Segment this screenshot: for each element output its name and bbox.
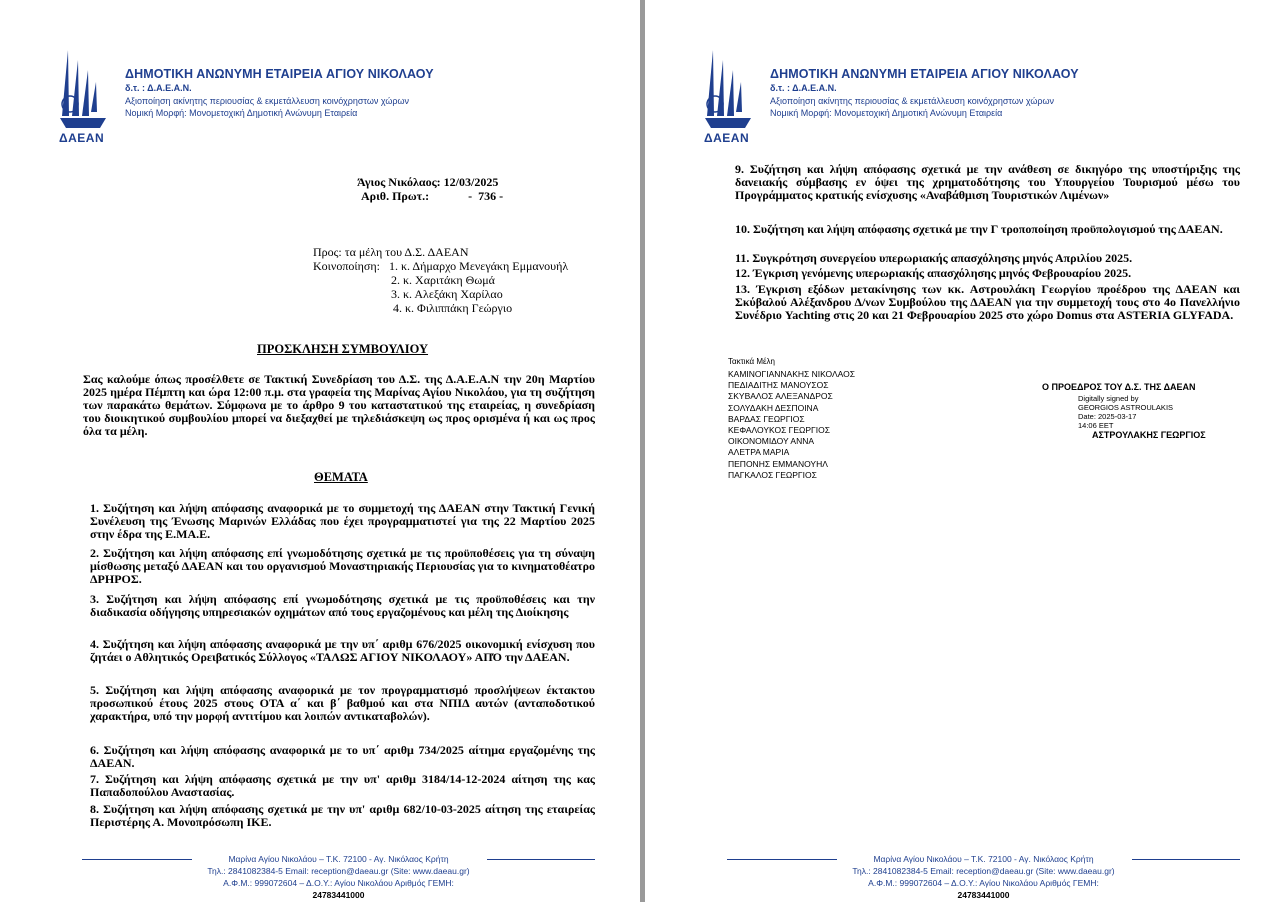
daean-logo xyxy=(701,46,757,146)
org-line2: Νομική Μορφή: Μονομετοχική Δημοτική Ανώνυμη Εταιρεία xyxy=(770,108,1003,118)
org-name: ΔΗΜΟΤΙΚΗ ΑΝΩΝΥΜΗ ΕΤΑΙΡΕΙΑ ΑΓΙΟΥ ΝΙΚΟΛΑΟΥ xyxy=(125,67,434,81)
signature-line: Date: 2025-03-17 xyxy=(1078,412,1137,421)
footer-rule-right xyxy=(487,859,595,860)
member-name: ΠΕΔΙΑΔΙΤΗΣ ΜΑΝΟΥΣΟΣ xyxy=(728,380,829,391)
topic-item: 2. Συζήτηση και λήψη απόφασης επί γνωμοδότησης σχετικά με τις προϋποθέσεις για τη σύναψη μίσθωσης μεταξύ ΔΑΕΑΝ και του οργανισμού Μοναστηριακής Περιουσίας για το κινηματοθέατρο ΔΡΗΡΟΣ. xyxy=(90,546,595,586)
topic-item: 6. Συζήτηση και λήψη απόφασης αναφορικά με το υπ΄ αριθμ 734/2025 αίτημα εργαζομένης της ΔΑΕΑΝ. xyxy=(90,743,595,770)
footer-line2: Τηλ.: 2841082384-5 Email: reception@daeau.gr (Site: www.daeau.gr) xyxy=(207,866,470,876)
member-name: ΑΛΕΤΡΑ ΜΑΡΙΑ xyxy=(728,447,790,458)
page-footer xyxy=(82,853,595,901)
footer-gemi: 24783441000 xyxy=(312,890,365,900)
org-line2: Νομική Μορφή: Μονομετοχική Δημοτική Ανώνυμη Εταιρεία xyxy=(125,108,358,118)
member-name: ΟΙΚΟΝΟΜΙΔΟΥ ΑΝΝΑ xyxy=(728,436,815,447)
topic-item: 10. Συζήτηση και λήψη απόφασης σχετικά με την Γ τροποποίηση προϋπολογισμού της ΔΑΕΑΝ. xyxy=(735,222,1223,236)
footer-line2: Τηλ.: 2841082384-5 Email: reception@daeau.gr (Site: www.daeau.gr) xyxy=(852,866,1115,876)
president-name: ΑΣΤΡΟΥΛΑΚΗΣ ΓΕΩΡΓΙΟΣ xyxy=(1092,430,1206,440)
logo-text: ΔΑΕΑΝ xyxy=(704,131,750,145)
footer-line1: Μαρίνα Αγίου Νικολάου – Τ.Κ. 72100 - Αγ. Νικόλαος Κρήτη xyxy=(228,854,449,864)
topic-item: 8. Συζήτηση και λήψη απόφασης σχετικά με την υπ' αριθμ 682/10-03-2025 αίτηση της εταιρείας Περιστέρης Α. Μονοπρόσωπη ΙΚΕ. xyxy=(90,802,595,829)
daean-logo xyxy=(56,46,112,146)
members-label: Τακτικά Μέλη xyxy=(728,357,775,366)
signature-line: GEORGIOS ASTROULAKIS xyxy=(1078,403,1174,412)
president-title: Ο ΠΡΟΕΔΡΟΣ ΤΟΥ Δ.Σ. ΤΗΣ ΔΑΕΑΝ xyxy=(1042,382,1196,392)
topic-item: 1. Συζήτηση και λήψη απόφασης αναφορικά με το συμμετοχή της ΔΑΕΑΝ στην Τακτική Γενική Συνέλευση της Ένωσης Μαρινών Ελλάδας που έχει προγραμματιστεί για της 22 Μαρτίου 2025 στην έδρα της Ε.ΜΑ.Ε. xyxy=(90,501,595,541)
member-name: ΣΟΛΥΔΑΚΗ ΔΕΣΠΟΙΝΑ xyxy=(728,402,819,413)
member-name: ΚΑΜΙΝΟΓΙΑΝΝΑΚΗΣ ΝΙΚΟΛΑΟΣ xyxy=(728,369,856,379)
footer-rule-left xyxy=(727,859,837,860)
cc-label: Κοινοποίηση: xyxy=(313,259,380,273)
topic-item: 11. Συγκρότηση συνεργείου υπερωριακής απασχόλησης μηνός Απριλίου 2025. xyxy=(735,251,1133,265)
intro-paragraph: Σας καλούμε όπως προσέλθετε σε Τακτική Συνεδρίαση του Δ.Σ. της Δ.Α.Ε.Α.Ν την 20η Μαρτίου 2025 ημέρα Πέμπτη και ώρα 12:00 π.μ. στα γραφεία της Μαρίνας Αγίου Νικολάου, για τη συζήτηση των παρακάτω θεμάτων. Σύμφωνα με το άρθρο 9 του καταστατικού της εταιρείας, η συνεδρίαση του διοικητικού συμβουλίου μπορεί να διεξαχθεί με τηλεδιάσκεψη ως προς ορισμένα ή και ως προς όλα τα μέλη. xyxy=(83,372,595,438)
topic-item: 9. Συζήτηση και λήψη απόφασης σχετικά με την ανάθεση σε δικηγόρο της υποστήριξης της δανειακής σύμβασης εν όψει της χρηματοδότησης του Υπουργείου Τουρισμού μέσω του Προγράμματος κρατικής ενίσχυσης «Αναβάθμιση Τουριστικών Λιμένων» xyxy=(735,162,1240,202)
recipients-to: Προς: τα μέλη του Δ.Σ. ΔΑΕΑΝ xyxy=(313,245,469,259)
signature-line: 14:06 EET xyxy=(1078,421,1114,430)
org-dt: δ.τ. : Δ.Α.Ε.Α.Ν. xyxy=(770,83,837,93)
member-name: ΠΕΠΟΝΗΣ ΕΜΜΑΝΟΥΗΛ xyxy=(728,458,828,469)
member-name: ΠΑΓΚΑΛΟΣ ΓΕΩΡΓΙΟΣ xyxy=(728,469,817,480)
footer-gemi: 24783441000 xyxy=(957,890,1010,900)
document-page-2 xyxy=(645,0,1283,902)
footer-line3: Α.Φ.Μ.: 999072604 – Δ.Ο.Υ.: Αγίου Νικολάου Αριθμός ΓΕΜΗ: xyxy=(223,878,454,888)
topics-title: ΘΕΜΑΤΑ xyxy=(314,470,368,484)
invitation-title: ΠΡΟΣΚΛΗΣΗ ΣΥΜΒΟΥΛΙΟΥ xyxy=(257,342,429,356)
footer-line3: Α.Φ.Μ.: 999072604 – Δ.Ο.Υ.: Αγίου Νικολάου Αριθμός ΓΕΜΗ: xyxy=(868,878,1099,888)
member-name: ΚΕΦΑΛΟΥΚΟΣ ΓΕΩΡΓΙΟΣ xyxy=(728,425,830,436)
topic-item: 7. Συζήτηση και λήψη απόφασης σχετικά με την υπ' αριθμ 3184/14-12-2024 αίτηση της κας Παπαδοπούλου Αναστασίας. xyxy=(90,772,595,799)
footer-rule-right xyxy=(1132,859,1240,860)
org-header xyxy=(125,67,434,119)
footer-line1: Μαρίνα Αγίου Νικολάου – Τ.Κ. 72100 - Αγ. Νικόλαος Κρήτη xyxy=(873,854,1094,864)
place-date: Άγιος Νικόλαος: 12/03/2025 xyxy=(357,175,499,189)
org-line1: Αξιοποίηση ακίνητης περιουσίας & εκμετάλλευση κοινόχρηστων χώρων xyxy=(125,96,410,106)
document-page-1 xyxy=(0,0,640,902)
topic-item: 3. Συζήτηση και λήψη απόφασης επί γνωμοδότησης σχετικά με τις προϋποθέσεις και την διαδικασία οδήγησης υπηρεσιακών οχημάτων από τους εργαζομένους και μέλη της Διοίκησης xyxy=(90,592,595,619)
logo-text: ΔΑΕΑΝ xyxy=(59,131,105,145)
topic-item: 5. Συζήτηση και λήψη απόφασης αναφορικά με τον προγραμματισμό προσλήψεων έκτακτου προσωπικού έτους 2025 στους ΟΤΑ α΄ και β΄ βαθμού και στα ΝΠΙΔ αυτών (ανταποδοτικού χαρακτήρα, υπό την μορφή αντιτίμου και λοιπών αντικαταβολών). xyxy=(90,683,595,723)
cc-item: 3. κ. Αλεξάκη Χαρίλαο xyxy=(391,287,503,301)
topic-item: 4. Συζήτηση και λήψη απόφασης αναφορικά με την υπ΄ αριθμ 676/2025 οικονομική ενίσχυση που ζητάει ο Αθλητικός Ορειβατικός Σύλλογος «ΤΑΛΩΣ ΑΓΙΟΥ ΝΙΚΟΛΑΟΥ» ΑΠΌ την ΔΑΕΑΝ. xyxy=(90,637,595,664)
cc-item: 2. κ. Χαριτάκη Θωμά xyxy=(391,273,495,287)
cc-item: 4. κ. Φιλιππάκη Γεώργιο xyxy=(393,301,513,315)
org-header xyxy=(770,67,1079,119)
digital-signature xyxy=(1078,394,1173,430)
topic-item: 13. Έγκριση εξόδων μετακίνησης των κκ. Αστρουλάκη Γεωργίου προέδρου της ΔΑΕΑΝ και Σκύβαλού Αλέξανδρου Δ/νων Συμβούλου της ΔΑΕΑΝ για την συμμετοχή τους στο 4ο Πανελλήνιο Συνέδριο Yachting στις 20 και 21 Φεβρουαρίου 2025 στο χώρο Domus στα ASTERIA GLYFADA. xyxy=(735,282,1240,322)
cc-item: 1. κ. Δήμαρχο Μενεγάκη Εμμανουήλ xyxy=(389,259,569,273)
members-list xyxy=(728,369,855,481)
footer-rule-left xyxy=(82,859,192,860)
page-footer xyxy=(727,853,1240,901)
signature-line: Digitally signed by xyxy=(1078,394,1139,403)
org-dt: δ.τ. : Δ.Α.Ε.Α.Ν. xyxy=(125,83,192,93)
topic-item: 12. Έγκριση γενόμενης υπερωριακής απασχόλησης μηνός Φεβρουαρίου 2025. xyxy=(735,266,1132,280)
member-name: ΒΑΡΔΑΣ ΓΕΩΡΓΙΟΣ xyxy=(728,413,805,424)
org-line1: Αξιοποίηση ακίνητης περιουσίας & εκμετάλλευση κοινόχρηστων χώρων xyxy=(770,96,1055,106)
org-name: ΔΗΜΟΤΙΚΗ ΑΝΩΝΥΜΗ ΕΤΑΙΡΕΙΑ ΑΓΙΟΥ ΝΙΚΟΛΑΟΥ xyxy=(770,67,1079,81)
protocol-number: Αριθ. Πρωτ.: - 736 - xyxy=(361,189,504,203)
member-name: ΣΚΥΒΑΛΟΣ ΑΛΕΞΑΝΔΡΟΣ xyxy=(728,391,833,402)
